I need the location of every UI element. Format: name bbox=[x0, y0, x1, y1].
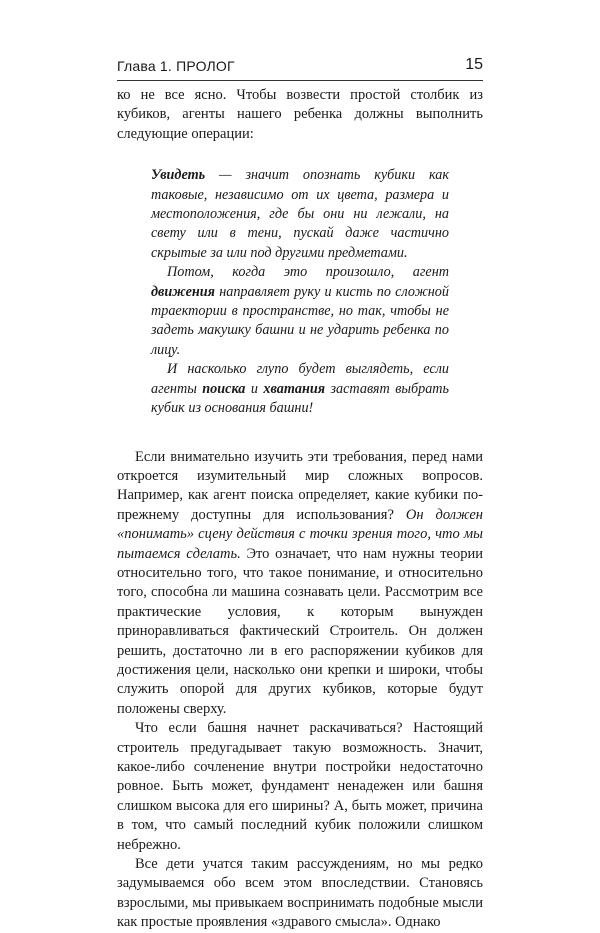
running-header bbox=[117, 56, 483, 81]
paragraph-1-c: Это означает, что нам нужны теории относительно того, что такое понимание, и относительно того, способна ли машина сознавать цели. Рассмотрим все практические условия, к которым вынужден приноравливаться фактический Строитель. Он должен решить, достаточно ли в его распоряжении кубиков для достижения цели, насколько они крепки и широки, чтобы служить опорой для других кубиков, которые будут положены сверху. bbox=[117, 545, 483, 717]
quote-paragraph-1 bbox=[151, 166, 449, 263]
paragraph-1 bbox=[117, 448, 483, 720]
term-search: поиска bbox=[202, 380, 246, 397]
paragraph-3: Все дети учатся таким рассуждениям, но мы редко задумываемся обо всем этом впоследствии. Становясь взрослыми, мы привыкаем воспринимать подобные мысли как простые проявления «здравого смысла». Однако bbox=[117, 856, 483, 931]
paragraph-1-italic: Он должен «понимать» сцену действия с точки зрения того, что мы пытаемся сделать. bbox=[117, 506, 483, 562]
term-movement: движения bbox=[151, 283, 215, 300]
page-body bbox=[117, 86, 483, 933]
quote-paragraph-2 bbox=[151, 263, 449, 360]
quote-text-3c: заставят выбрать кубик из основания башни! bbox=[151, 380, 450, 417]
block-quote bbox=[151, 166, 449, 418]
quote-text-3a: И насколько глупо будет выглядеть, если агенты bbox=[151, 361, 449, 397]
term-see: Увидеть bbox=[151, 167, 206, 184]
quote-text-2b: направляет руку и кисть по сложной траектории в пространстве, но так, чтобы не задеть макушку башни и не ударить ребенка по лицу. bbox=[151, 283, 449, 358]
paragraph-2: Что если башня начнет раскачиваться? Настоящий строитель предугадывает такую возможность. Значит, какое-либо сочленение внутри постройки недостаточно ровное. Быть может, фундамент ненадежен или башня слишком высока для его ширины? А, быть может, причина в том, что самый последний кубик положили слишком небрежно. bbox=[117, 720, 483, 853]
chapter-title: Глава 1. ПРОЛОГ bbox=[117, 58, 235, 74]
quote-text-1: — значит опознать кубики как таковые, независимо от их цвета, размера и местоположения, где бы они ни лежали, на свету или в тени, пускай даже частично скрытые за или под другими предметами. bbox=[151, 167, 449, 261]
intro-paragraph: ко не все ясно. Чтобы возвести простой столбик из кубиков, агенты нашего ребенка должны выполнить следующие операции: bbox=[117, 87, 483, 142]
main-text bbox=[117, 448, 483, 933]
paragraph-1-a: Если внимательно изучить эти требования, перед нами откроется изумительный мир сложных вопросов. Например, как агент поиска определяет, какие кубики по-прежнему доступны для использования? bbox=[117, 448, 483, 523]
term-grasp: хватания bbox=[263, 380, 326, 397]
quote-paragraph-3 bbox=[151, 360, 449, 418]
quote-text-2a: Потом, когда это произошло, агент bbox=[167, 264, 449, 281]
page-number: 15 bbox=[465, 56, 483, 73]
quote-text-3b: и bbox=[245, 380, 264, 397]
